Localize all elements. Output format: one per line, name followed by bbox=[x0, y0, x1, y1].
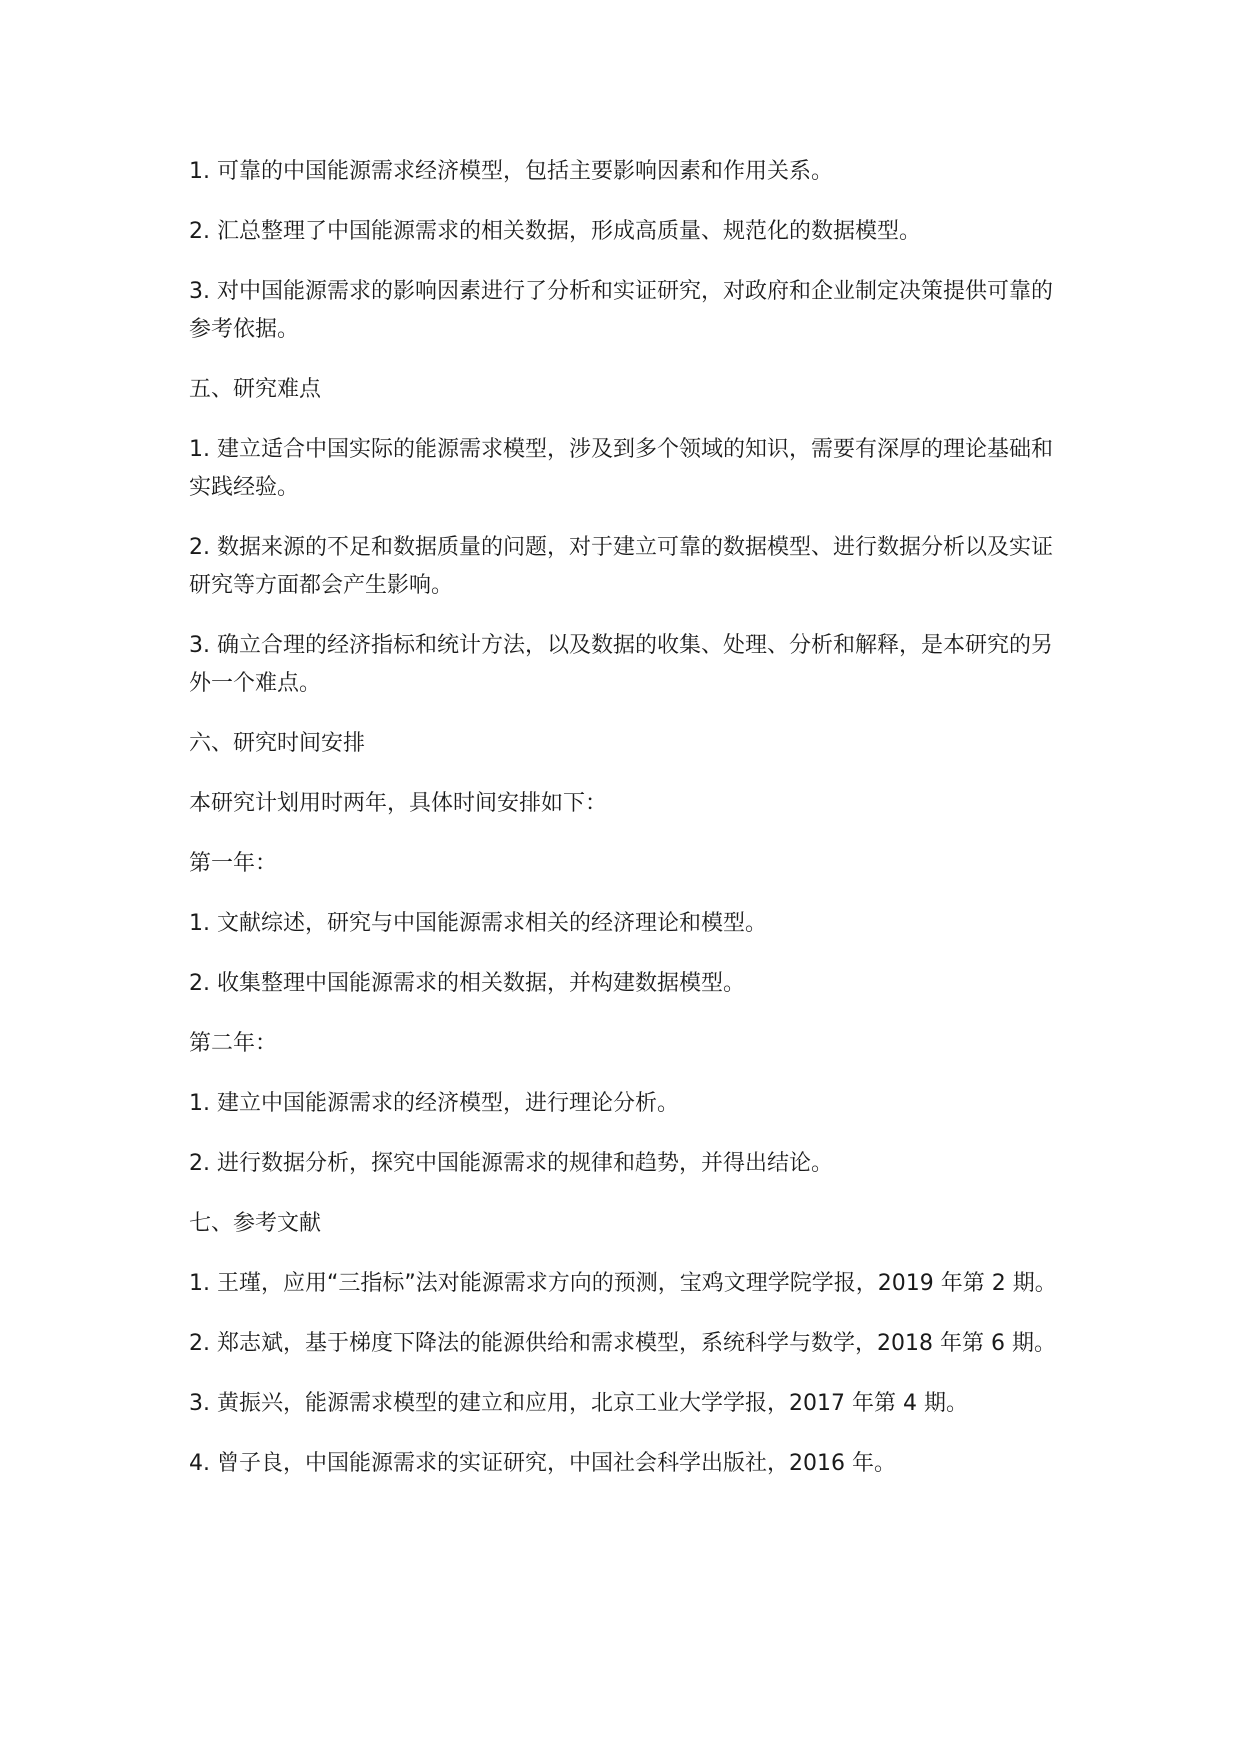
schedule-year-1-label: 第一年： bbox=[189, 851, 278, 876]
schedule-year-1-item-1: 1. 文献综述，研究与中国能源需求相关的经济理论和模型。 bbox=[189, 911, 767, 936]
section-heading-schedule: 六、研究时间安排 bbox=[189, 731, 366, 756]
reference-item-2: 2. 郑志斌，基于梯度下降法的能源供给和需求模型，系统科学与数学，2018 年第 6 期。 bbox=[189, 1331, 1056, 1356]
section-heading-references: 七、参考文献 bbox=[189, 1211, 322, 1236]
schedule-intro: 本研究计划用时两年，具体时间安排如下： bbox=[189, 791, 608, 816]
reference-item-1: 1. 王瑾，应用“三指标”法对能源需求方向的预测，宝鸡文理学院学报，2019 年第 2 期。 bbox=[189, 1271, 1057, 1296]
schedule-year-2-item-1: 1. 建立中国能源需求的经济模型，进行理论分析。 bbox=[189, 1091, 679, 1116]
schedule-year-2-label: 第二年： bbox=[189, 1031, 278, 1056]
difficulty-item-1: 1. 建立适合中国实际的能源需求模型，涉及到多个领域的知识，需要有深厚的理论基础和实践经验。 bbox=[189, 437, 1053, 500]
schedule-year-2-item-2: 2. 进行数据分析，探究中国能源需求的规律和趋势，并得出结论。 bbox=[189, 1151, 833, 1176]
result-item-2: 2. 汇总整理了中国能源需求的相关数据，形成高质量、规范化的数据模型。 bbox=[189, 219, 921, 244]
result-item-3: 3. 对中国能源需求的影响因素进行了分析和实证研究，对政府和企业制定决策提供可靠的参考依据。 bbox=[189, 279, 1053, 342]
schedule-year-1-item-2: 2. 收集整理中国能源需求的相关数据，并构建数据模型。 bbox=[189, 971, 745, 996]
reference-item-4: 4. 曾子良，中国能源需求的实证研究，中国社会科学出版社，2016 年。 bbox=[189, 1451, 896, 1476]
reference-item-3: 3. 黄振兴，能源需求模型的建立和应用，北京工业大学学报，2017 年第 4 期。 bbox=[189, 1391, 968, 1416]
difficulty-item-3: 3. 确立合理的经济指标和统计方法，以及数据的收集、处理、分析和解释，是本研究的另外一个难点。 bbox=[189, 633, 1053, 696]
result-item-1: 1. 可靠的中国能源需求经济模型，包括主要影响因素和作用关系。 bbox=[189, 159, 833, 184]
document-body bbox=[189, 153, 1069, 1505]
section-heading-difficulties: 五、研究难点 bbox=[189, 377, 322, 402]
difficulty-item-2: 2. 数据来源的不足和数据质量的问题，对于建立可靠的数据模型、进行数据分析以及实证研究等方面都会产生影响。 bbox=[189, 535, 1053, 598]
